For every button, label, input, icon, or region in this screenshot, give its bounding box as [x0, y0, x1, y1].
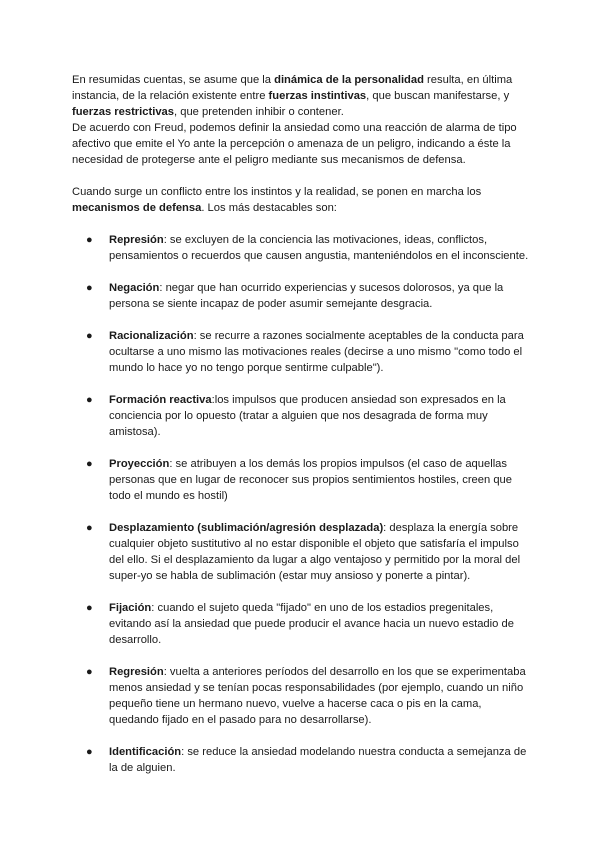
intro-text: , que pretenden inhibir o contener.: [174, 106, 344, 118]
intro-paragraph-3: [72, 184, 530, 216]
list-item: [72, 232, 530, 264]
mechanism-term: Regresión: [109, 666, 164, 678]
list-item: [72, 280, 530, 312]
list-item: [72, 328, 530, 376]
mechanism-term: Represión: [109, 234, 164, 246]
mechanism-term: Fijación: [109, 602, 152, 614]
list-item: [72, 744, 530, 776]
mechanism-term: Racionalización: [109, 330, 194, 342]
mechanisms-list: [72, 232, 530, 776]
intro-text: En resumidas cuentas, se asume que la: [72, 74, 275, 86]
mechanism-description: :los impulsos que producen ansiedad son expresados en la conciencia por lo opuesto (tratar a alguien que nos desagrada de forma muy amistosa).: [109, 394, 506, 438]
intro-text: . Los más destacables son:: [201, 202, 337, 214]
bullet-icon: ●: [86, 330, 93, 342]
list-item: [72, 392, 530, 440]
intro-paragraph-1: [72, 72, 530, 120]
mechanism-term: Proyección: [109, 458, 170, 470]
bullet-icon: ●: [86, 522, 93, 534]
bullet-icon: ●: [86, 234, 93, 246]
mechanism-term: Desplazamiento (sublimación/agresión desplazada): [109, 522, 384, 534]
bullet-icon: ●: [86, 602, 93, 614]
intro-text: , que buscan manifestarse, y: [366, 90, 510, 102]
mechanism-description: : se reduce la ansiedad modelando nuestra conducta a semejanza de la de alguien.: [109, 746, 527, 774]
mechanism-description: : se excluyen de la conciencia las motivaciones, ideas, conflictos, pensamientos o recuerdos que causen angustia, manteniéndolos en el inconsciente.: [109, 234, 529, 262]
emphasis-term: fuerzas instintivas: [268, 90, 367, 102]
bullet-icon: ●: [86, 666, 93, 678]
list-item: [72, 664, 530, 728]
intro-paragraph-2: De acuerdo con Freud, podemos definir la ansiedad como una reacción de alarma de tipo afectivo que emite el Yo ante la percepción o amenaza de un peligro, indicando a éste la necesidad de protegerse ante el peligro mediante sus mecanismos de defensa.: [72, 122, 517, 166]
mechanism-term: Negación: [109, 282, 160, 294]
emphasis-term: fuerzas restrictivas: [72, 106, 174, 118]
mechanism-description: : cuando el sujeto queda "fijado" en uno de los estadios pregenitales, evitando así la ansiedad que puede producir el avance hacia un nuevo estadio de desarrollo.: [109, 602, 514, 646]
bullet-icon: ●: [86, 282, 93, 294]
emphasis-term: dinámica de la personalidad: [274, 74, 424, 86]
bullet-icon: ●: [86, 394, 93, 406]
mechanism-description: : se recurre a razones socialmente aceptables de la conducta para ocultarse a uno mismo las motivaciones reales (decirse a uno mismo "como todo el mundo lo hace yo no tengo porque sentirme culpable").: [109, 330, 524, 374]
mechanism-description: : desplaza la energía sobre cualquier objeto sustitutivo al no estar disponible el objeto que satisfaría el impulso del ello. Si el desplazamiento da lugar a algo ventajoso y permitido por la moral del super-yo se habla de sublimación (estar muy ansioso y ponerte a pintar).: [109, 522, 521, 582]
emphasis-term: mecanismos de defensa: [72, 202, 202, 214]
mechanism-description: : se atribuyen a los demás los propios impulsos (el caso de aquellas personas que en lugar de reconocer sus propios sentimientos hostiles, creen que todo el mundo es hostil): [109, 458, 512, 502]
intro-text: resulta, en última instancia, de la relación existente entre: [72, 74, 513, 102]
mechanism-term: Formación reactiva: [109, 394, 212, 406]
list-item: [72, 456, 530, 504]
bullet-icon: ●: [86, 458, 93, 470]
list-item: [72, 600, 530, 648]
mechanism-term: Identificación: [109, 746, 182, 758]
intro-text: Cuando surge un conflicto entre los instintos y la realidad, se ponen en marcha los: [72, 186, 482, 198]
bullet-icon: ●: [86, 746, 93, 758]
list-item: [72, 520, 530, 584]
mechanism-description: : vuelta a anteriores períodos del desarrollo en los que se experimentaba menos ansiedad y se tenían pocas responsabilidades (por ejemplo, cuando un niño pequeño tiene un hermano nuevo, vuelve a hacerse caca o pis en la cama, quedando fijado en el pasado para no desarrollarse).: [109, 666, 526, 726]
mechanism-description: : negar que han ocurrido experiencias y sucesos dolorosos, ya que la persona se siente incapaz de poder asumir semejante desgracia.: [109, 282, 504, 310]
